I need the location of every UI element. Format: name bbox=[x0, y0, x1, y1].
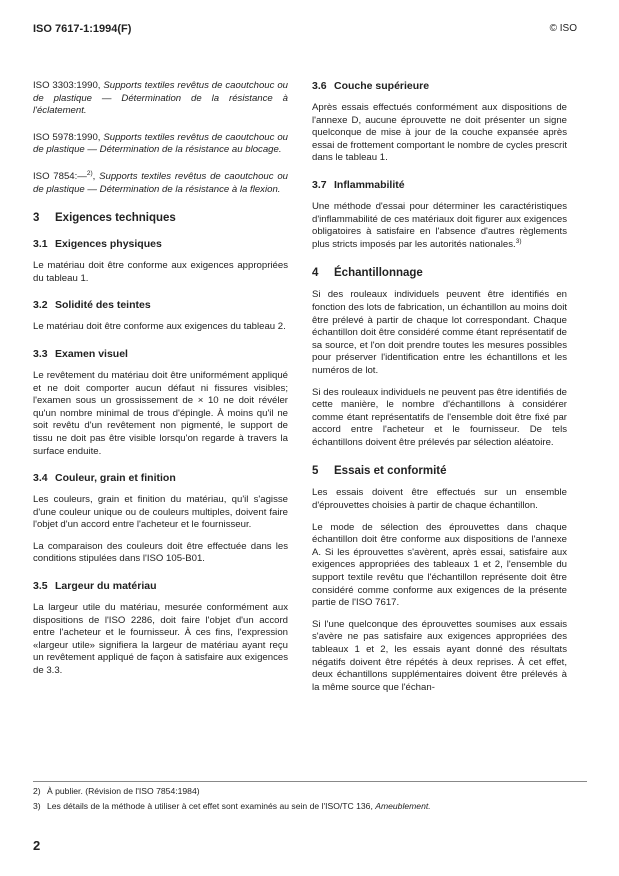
section-3-4-heading: 3.4 Couleur, grain et finition bbox=[33, 472, 176, 485]
section-3-3-text: Le revêtement du matériau doit être uniformément appliqué et ne doit comporter aucun défaut ni fissures visibles; l'examen sous un grossissement de × 10 ne doit révéler qu'un nombre minimal de trous d'épingle. À moins qu'il ne soit revêtu d'un revêtement non pigmenté, le support de tissu ne doit pas être visible lorsqu'on regarde à travers la surface enduite. bbox=[33, 369, 288, 457]
footnote-2: 2) À publier. (Révision de l'ISO 7854:1984) bbox=[33, 786, 200, 796]
section-4-heading: 4 Échantillonnage bbox=[312, 267, 423, 280]
section-4-text-2: Si des rouleaux individuels ne peuvent pas être identifiés de cette manière, le nombre d'échantillons à considérer comme étant représentatifs de l'ensemble doit être fixé par accord entre l'acheteur et le fournisseur. De tels échantillons doivent être prélevés par sélection aléatoire. bbox=[312, 386, 567, 448]
section-3-6-heading: 3.6 Couche supérieure bbox=[312, 80, 430, 92]
page-number: 2 bbox=[33, 838, 41, 853]
section-3-1-heading: 3.1 Exigences physiques bbox=[33, 238, 162, 251]
section-3-7-heading: 3.7 Inflammabilité bbox=[312, 178, 405, 191]
reference-iso-3303: ISO 3303:1990, Supports textiles revêtus de caoutchouc ou de plastique — Détermination de la résistance à l'éclatement. bbox=[33, 80, 288, 117]
section-5-text-2: Le mode de sélection des éprouvettes dans chaque échantillon doit être conforme aux dispositions de l'annexe A. Si les éprouvettes s'avèrent, après essai, satisfaire aux exigences appropriées des tableaux 1 et 2, l'ensemble du support textile revêtu que l'échantillon représente doit être considéré comme conforme aux exigences de la présente partie de l'ISO 7617. bbox=[312, 521, 567, 609]
section-3-3-heading: 3.3 Examen visuel bbox=[33, 347, 128, 360]
right-column bbox=[312, 80, 567, 703]
footnote-3: 3) Les détails de la méthode à utiliser à cet effet sont examinés au sein de l'ISO/TC 136, Ameublement. bbox=[33, 801, 431, 811]
section-3-7-text: Une méthode d'essai pour déterminer les caractéristiques d'inflammabilité de ces matériaux doit figurer aux exigences obligatoires à satisfaire en l'absence d'autres règlements plus stricts imposés par les autorités nationales.$^{3)}$ bbox=[312, 200, 567, 250]
reference-iso-7854: ISO 7854:—$^{2)}$, Supports textiles revêtus de caoutchouc ou de plastique — Détermination de la résistance à la flexion. bbox=[33, 169, 288, 195]
copyright-mark: © ISO bbox=[549, 23, 577, 34]
section-3-4-text-1: Les couleurs, grain et finition du matériau, qu'il s'agisse d'une couleur unique ou de couleurs multiples, doivent faire l'objet d'un accord entre l'acheteur et le fournisseur. bbox=[33, 494, 288, 531]
reference-iso-5978: ISO 5978:1990, Supports textiles revêtus de caoutchouc ou de plastique — Détermination de la résistance au blocage. bbox=[33, 131, 288, 156]
left-column bbox=[33, 80, 288, 687]
section-3-6-text: Après essais effectués conformément aux dispositions de l'annexe D, aucune éprouvette ne doit présenter un signe quelconque de mise à jour de la couche expansée après essai de frottement comportant le nombre de cycles prescrit dans le tableau 1. bbox=[312, 102, 567, 164]
section-5-heading: 5 Essais et conformité bbox=[312, 465, 447, 478]
section-4-text-1: Si des rouleaux individuels peuvent être identifiés en fonction des lots de fabrication, un échantillon au moins doit être prélevé à partir de chaque lot correspondant. Chaque échantillon doit être considéré comme étant représentatif de sa source, et l'on doit prendre toutes les mesures possibles pour préserver l'identification entre les échantillons et les numéros de lot. bbox=[312, 289, 567, 376]
section-3-2-text: Le matériau doit être conforme aux exigences du tableau 2. bbox=[33, 321, 286, 333]
section-3-5-text: La largeur utile du matériau, mesurée conformément aux dispositions de l'ISO 2286, doit faire l'objet d'un accord entre l'acheteur et le fournisseur. À ces fins, l'expression «largeur utile» signifiera la largeur de matériau ayant reçu un revêtement appliqué de façon à satisfaire aux exigences de 3.3. bbox=[33, 602, 288, 677]
document-code: ISO 7617-1:1994(F) bbox=[33, 23, 132, 35]
section-3-2-heading: 3.2 Solidité des teintes bbox=[33, 299, 151, 312]
footnote-divider bbox=[33, 781, 587, 782]
section-3-1-text: Le matériau doit être conforme aux exigences appropriées du tableau 1. bbox=[33, 260, 288, 284]
section-3-5-heading: 3.5 Largeur du matériau bbox=[33, 580, 157, 593]
section-5-text-1: Les essais doivent être effectués sur un ensemble d'éprouvettes choisies à partir de chaque échantillon. bbox=[312, 487, 567, 512]
section-3-4-text-2: La comparaison des couleurs doit être effectuée dans les conditions stipulées dans l'ISO 105-B01. bbox=[33, 540, 288, 565]
section-5-text-3: Si l'une quelconque des éprouvettes soumises aux essais s'avère ne pas satisfaire aux exigences appropriées des tableaux 1 et 2, les essais ayant donné des résultats négatifs doivent être répétés à deux reprises. À cet effet, deux échantillons supplémentaires doivent être prélevés à la même source que l'échan- bbox=[312, 618, 567, 693]
section-3-heading: 3 Exigences techniques bbox=[33, 212, 176, 225]
